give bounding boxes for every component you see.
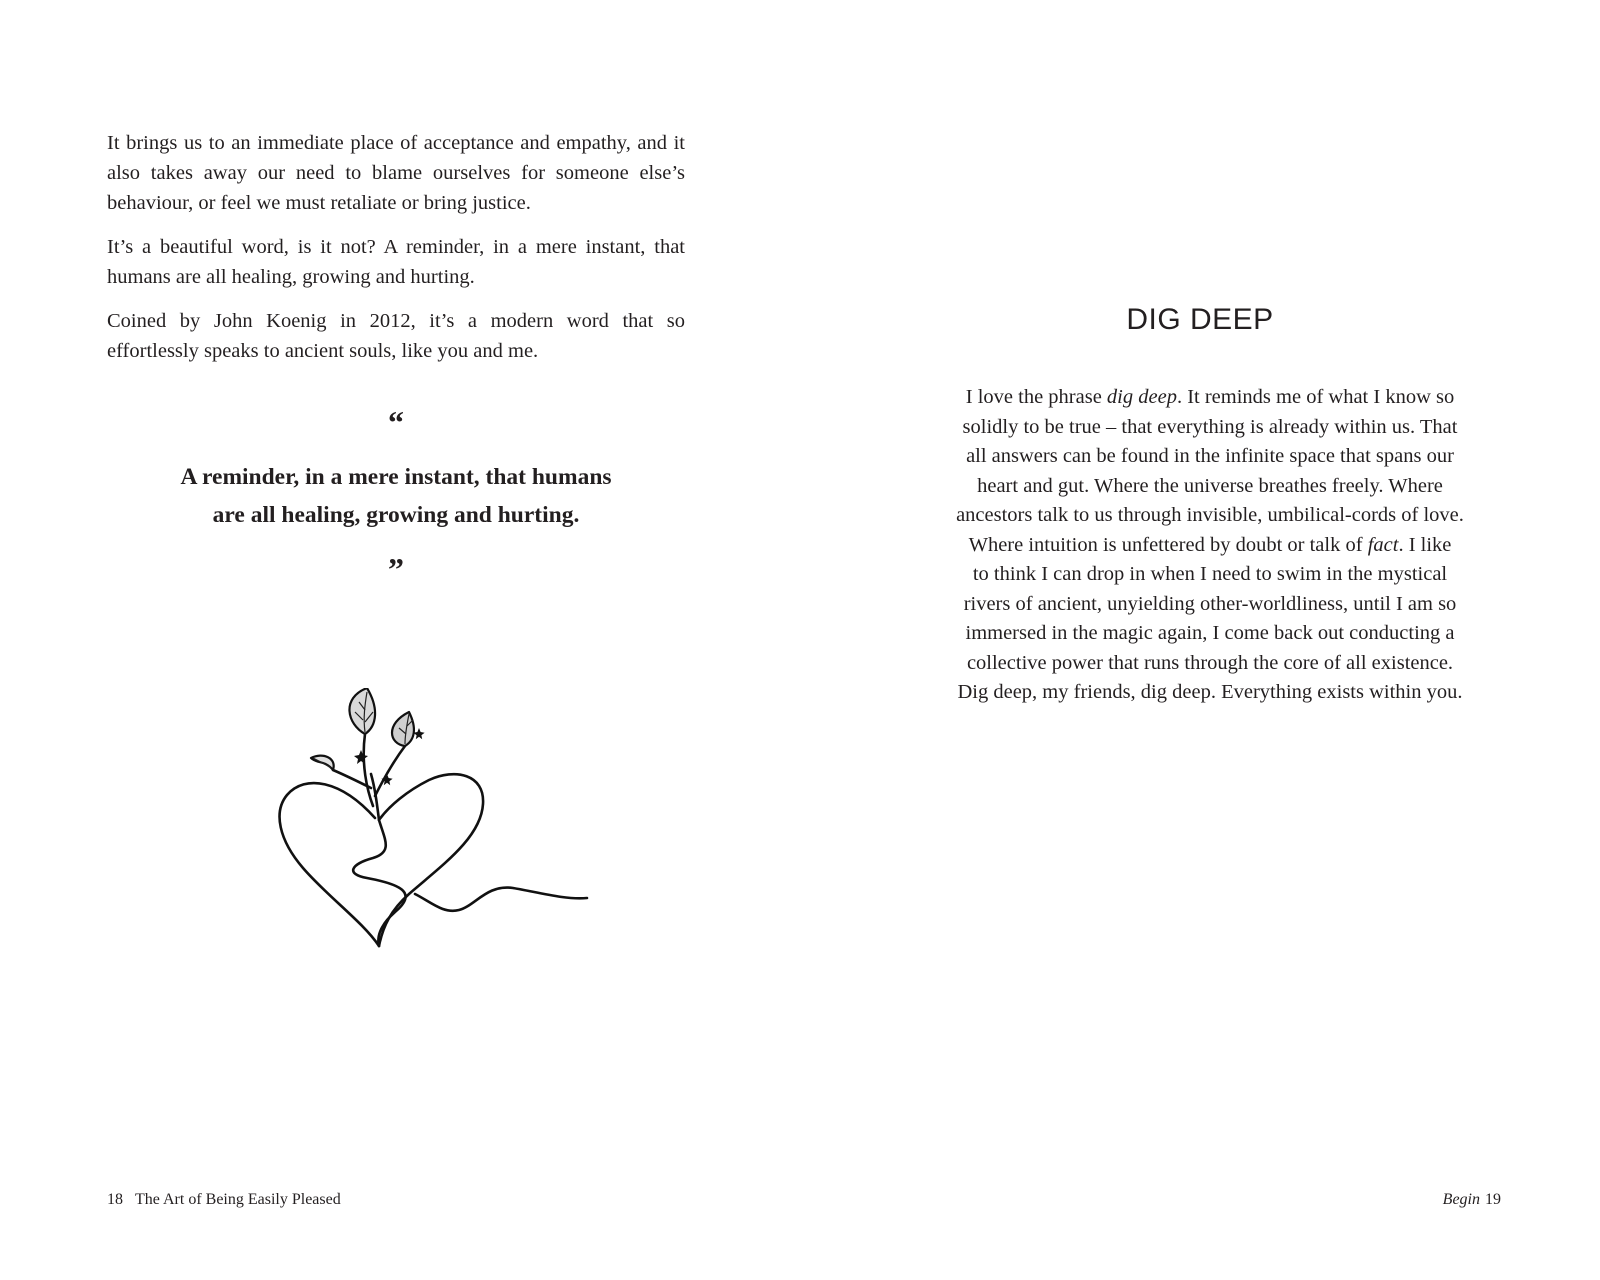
footer-right [1443,1190,1501,1210]
left-page-number: 18 [107,1191,123,1208]
body-line: heart and gut. Where the universe breathes freely. Where [977,474,1443,497]
footer-left [107,1190,341,1210]
open-quote-mark: “ [388,404,404,440]
body-line: to think I can drop in when I need to swim in the mystical [972,563,1448,585]
book-title: The Art of Being Easily Pleased [135,1191,341,1208]
right-page-number: 19 [1485,1191,1501,1208]
pull-quote-line-2: are all healing, growing and hurting. [212,502,580,528]
body-line: Dig deep, my friends, dig deep. Everything exists within you. [957,681,1463,703]
body-line: Where intuition is unfettered by doubt or talk of fact. I like [968,533,1452,556]
pull-quote [107,458,685,534]
body-line: I love the phrase dig deep. It reminds me of what I know so [965,386,1455,408]
left-body-text [107,128,685,380]
pull-quote-line-1: A reminder, in a mere instant, that humans [180,464,612,490]
section-name: Begin [1442,1191,1480,1208]
right-body-text [932,383,1488,708]
close-quote-mark: ” [388,551,404,587]
body-line: solidly to be true – that everything is already within us. That [962,415,1458,438]
body-line: all answers can be found in the infinite space that spans our [966,445,1454,467]
body-line: collective power that runs through the core of all existence. [966,651,1454,674]
body-line: ancestors talk to us through invisible, umbilical-cords of love. [956,504,1464,526]
paragraph-coined: Coined by John Koenig in 2012, it’s a modern word that so effortlessly speaks to ancient souls, like you and me. [107,310,685,362]
body-line: rivers of ancient, unyielding other-worldliness, until I am so [963,592,1457,615]
body-line: immersed in the magic again, I come back out conducting a [965,622,1455,644]
section-heading: DIG DEEP [1126,303,1274,336]
paragraph-acceptance: It brings us to an immediate place of acceptance and empathy, and it also takes away our need to blame ourselves for someone else’s behaviour, or feel we must retaliate or bring justice. [107,132,685,214]
right-page [800,0,1600,1280]
paragraph-beautiful-word: It’s a beautiful word, is it not? A reminder, in a mere instant, that humans are all healing, growing and hurting. [107,236,685,288]
heart-sprout-line-drawing-icon [275,688,615,978]
